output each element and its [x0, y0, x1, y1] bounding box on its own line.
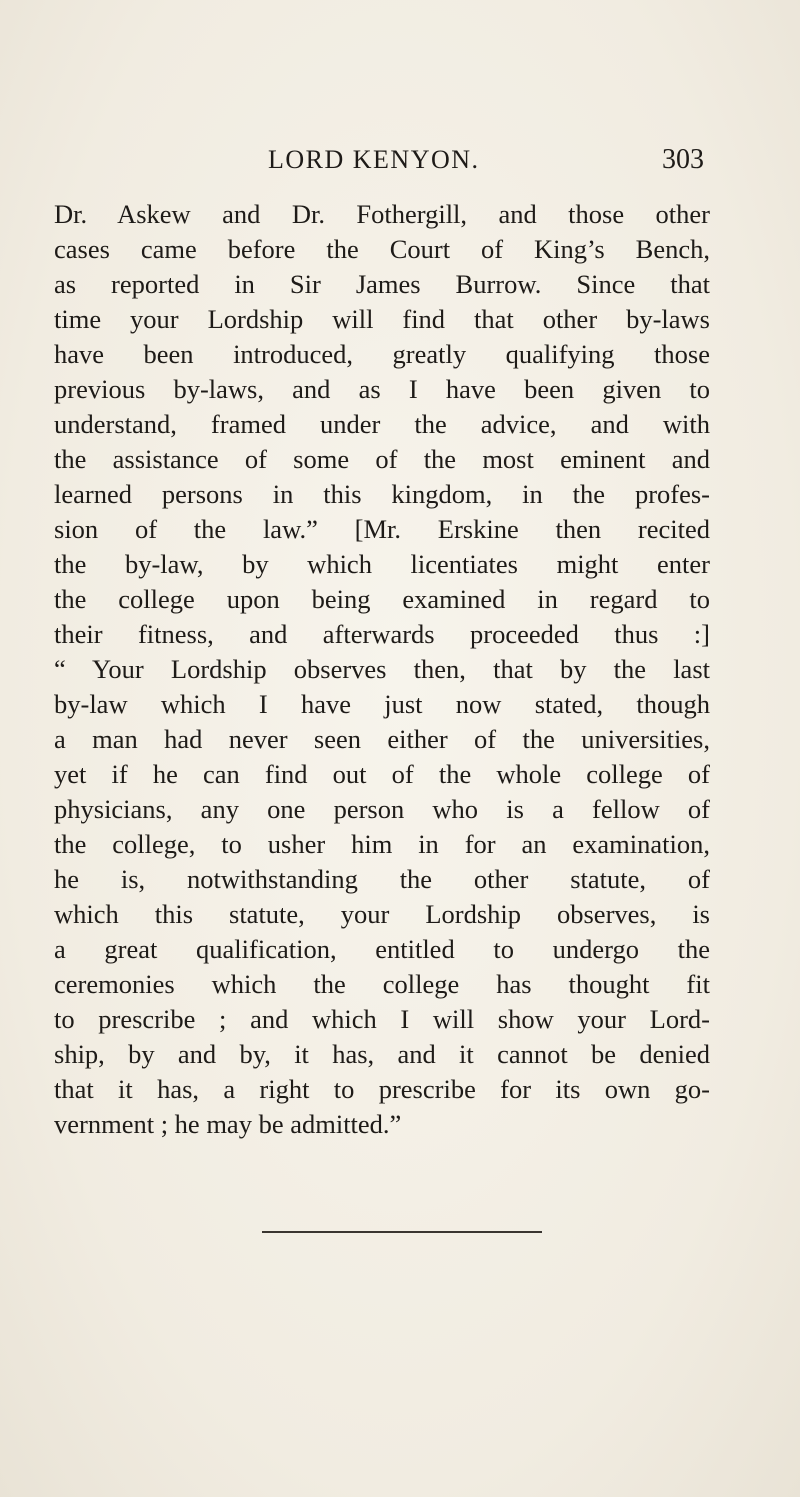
text-line: their fitness, and afterwards proceeded thus :] — [54, 619, 710, 649]
text-line: learned persons in this kingdom, in the profes- — [54, 479, 710, 509]
text-line: by-law which I have just now stated, though — [54, 689, 710, 719]
page-number: 303 — [662, 144, 704, 175]
text-line: ceremonies which the college has thought fit — [54, 969, 710, 999]
text-line: as reported in Sir James Burrow. Since that — [54, 269, 710, 299]
text-line: the college upon being examined in regard to — [54, 584, 710, 614]
section-divider-rule — [262, 1231, 542, 1233]
text-line: cases came before the Court of King’s Bench, — [54, 234, 710, 264]
text-line: “ Your Lordship observes then, that by the last — [54, 654, 710, 684]
text-line: previous by-laws, and as I have been given to — [54, 374, 710, 404]
text-line: to prescribe ; and which I will show your Lord- — [54, 1004, 710, 1034]
text-line: sion of the law.” [Mr. Erskine then recited — [54, 514, 710, 544]
text-line: physicians, any one person who is a fellow of — [54, 794, 710, 824]
text-line: vernment ; he may be admitted.” — [54, 1109, 402, 1139]
running-head — [268, 140, 704, 180]
text-line: a man had never seen either of the universities, — [54, 724, 710, 754]
text-line: understand, framed under the advice, and with — [54, 409, 710, 439]
text-line: yet if he can find out of the whole college of — [54, 759, 710, 789]
text-line: have been introduced, greatly qualifying those — [54, 339, 710, 369]
body-text — [54, 197, 710, 1142]
text-line: time your Lordship will find that other by-laws — [54, 304, 710, 334]
text-line: the assistance of some of the most eminent and — [54, 444, 710, 474]
text-line: which this statute, your Lordship observes, is — [54, 899, 710, 929]
text-line: that it has, a right to prescribe for its own go- — [54, 1074, 710, 1104]
text-line: he is, notwithstanding the other statute, of — [54, 864, 710, 894]
text-line: a great qualification, entitled to undergo the — [54, 934, 710, 964]
text-line: the college, to usher him in for an examination, — [54, 829, 710, 859]
text-line: Dr. Askew and Dr. Fothergill, and those other — [54, 199, 710, 229]
running-title: LORD KENYON. — [268, 145, 480, 174]
text-line: the by-law, by which licentiates might enter — [54, 549, 710, 579]
text-line: ship, by and by, it has, and it cannot be denied — [54, 1039, 710, 1069]
